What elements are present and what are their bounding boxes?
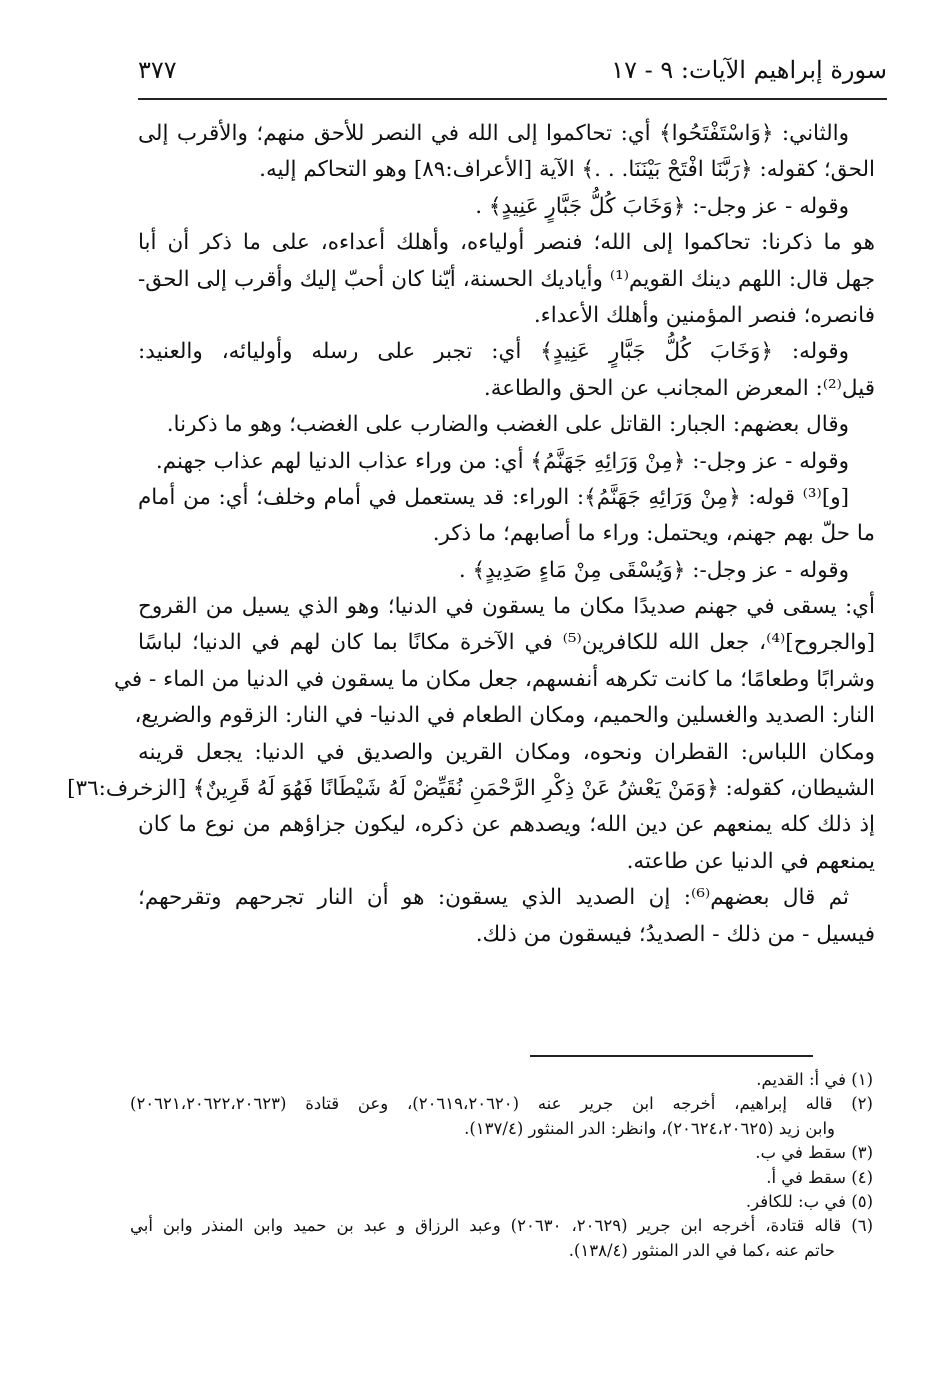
footnote-line: (١) في أ: القديم. bbox=[756, 1070, 873, 1089]
text-line: ثم قال بعضهم⁽⁶⁾: إن الصديد الذي يسقون: هو أن النار تجرحهم وتقرحهم؛ bbox=[138, 885, 849, 911]
text-line: الشيطان، كقوله: ﴿وَمَنْ يَعْشُ عَنْ ذِكْرِ الرَّحْمَنِ نُقَيِّضْ لَهُ شَيْطَانًا فَهُوَ لَهُ قَرِينٌ﴾ [الزخرف:٣٦] bbox=[67, 776, 875, 802]
footnote-line: (٦) قاله قتادة، أخرجه ابن جرير (٢٠٦٢٩، ٢٠٦٣٠) وعبد الرزاق و عبد بن حميد وابن المنذر وابن أبي bbox=[130, 1216, 873, 1236]
surah-title: سورة إبراهيم الآيات: ٩ - ١٧ bbox=[611, 56, 887, 84]
text-line: ومكان اللباس: القطران ونحوه، ومكان القرين والصديق في الدنيا: يجعل قرينه bbox=[138, 739, 875, 765]
text-line: وقوله - عز وجل-: ﴿مِنْ وَرَائِهِ جَهَنَّمُ﴾ أي: من وراء عذاب الدنيا لهم عذاب جهنم. bbox=[155, 448, 849, 474]
text-line: وقوله - عز وجل-: ﴿وَيُسْقَى مِنْ مَاءٍ صَدِيدٍ﴾ . bbox=[458, 557, 849, 583]
footnote-line: وابن زيد (٢٠٦٢٤،٢٠٦٢٥)، وانظر: الدر المنثور (١٣٧/٤). bbox=[464, 1118, 835, 1138]
text-line: الحق؛ كقوله: ﴿رَبَّنَا افْتَحْ بَيْنَنَا. . .﴾ الآية [الأعراف:٨٩] وهو التحاكم إليه. bbox=[259, 157, 875, 183]
text-line: وقوله: ﴿وَخَابَ كُلُّ جَبَّارٍ عَنِيدٍ﴾ أي: تجبر على رسله وأوليائه، والعنيد: bbox=[138, 339, 849, 365]
text-line: قيل⁽²⁾: المعرض المجانب عن الحق والطاعة. bbox=[483, 375, 875, 401]
page-number: ٣٧٧ bbox=[138, 56, 177, 84]
text-line: أي: يسقى في جهنم صديدًا مكان ما يسقون في الدنيا؛ وهو الذي يسيل من القروح bbox=[138, 594, 875, 620]
footnotes bbox=[130, 1068, 873, 1263]
text-line: وشرابًا وطعامًا؛ ما كانت تكرهه أنفسهم، جعل مكان ما يسقون في الدنيا من الماء - في bbox=[114, 666, 875, 692]
text-line: النار: الصديد والغسلين والحميم، ومكان الطعام في الدنيا- في النار: الزقوم والضريع، bbox=[134, 703, 875, 729]
footnote-line: (٥) في ب: للكافر. bbox=[745, 1192, 873, 1212]
footnote-line: (٤) سقط في أ. bbox=[766, 1167, 873, 1187]
text-line: وقال بعضهم: الجبار: القاتل على الغضب والضارب على الغضب؛ وهو ما ذكرنا. bbox=[166, 412, 849, 438]
text-line: جهل قال: اللهم دينك القويم⁽¹⁾ وأياديك الحسنة، أيّنا كان أحبّ إليك وأقرب إلى الحق- bbox=[138, 266, 875, 292]
text-line: فيسيل - من ذلك - الصديدُ؛ فيسقون من ذلك. bbox=[475, 921, 875, 947]
text-line: [و]⁽³⁾ قوله: ﴿مِنْ وَرَائِهِ جَهَنَّمُ﴾: الوراء: قد يستعمل في أمام وخلف؛ أي: من أمام bbox=[138, 484, 849, 510]
footnote-line: (٢) قاله إبراهيم، أخرجه ابن جرير عنه (٢٠٦١٩،٢٠٦٢٠)، وعن قتادة (٢٠٦٢١،٢٠٦٢٢،٢٠٦٢٣) bbox=[130, 1094, 873, 1114]
footnote-separator bbox=[530, 1055, 813, 1057]
main-text bbox=[67, 116, 875, 953]
text-line: [والجروح]⁽⁴⁾، جعل الله للكافرين⁽⁵⁾ في الآخرة مكانًا بما كان لهم في الدنيا؛ لباسًا bbox=[138, 630, 875, 656]
footnote-line: حاتم عنه ،كما في الدر المنثور (١٣٨/٤). bbox=[568, 1240, 835, 1260]
text-line: ما حلّ بهم جهنم، ويحتمل: وراء ما أصابهم؛ ما ذكر. bbox=[432, 521, 875, 547]
text-line: والثاني: ﴿وَاسْتَفْتَحُوا﴾ أي: تحاكموا إلى الله في النصر للأحق منهم؛ والأقرب إلى bbox=[138, 121, 849, 146]
text-line: هو ما ذكرنا: تحاكموا إلى الله؛ فنصر أولياءه، وأهلك أعداءه، على ما ذكر أن أبا bbox=[138, 230, 875, 256]
running-header bbox=[138, 52, 887, 100]
text-line: إذ ذلك كله يمنعهم عن دين الله؛ ويصدهم عن ذكره، ليكون جزاؤهم من نوع ما كان bbox=[138, 812, 875, 838]
text-line: فانصره؛ فنصر المؤمنين وأهلك الأعداء. bbox=[533, 302, 875, 328]
text-line: وقوله - عز وجل-: ﴿وَخَابَ كُلُّ جَبَّارٍ عَنِيدٍ﴾ . bbox=[475, 193, 849, 219]
text-line: يمنعهم في الدنيا عن طاعته. bbox=[626, 848, 875, 874]
footnote-line: (٣) سقط في ب. bbox=[755, 1143, 873, 1163]
